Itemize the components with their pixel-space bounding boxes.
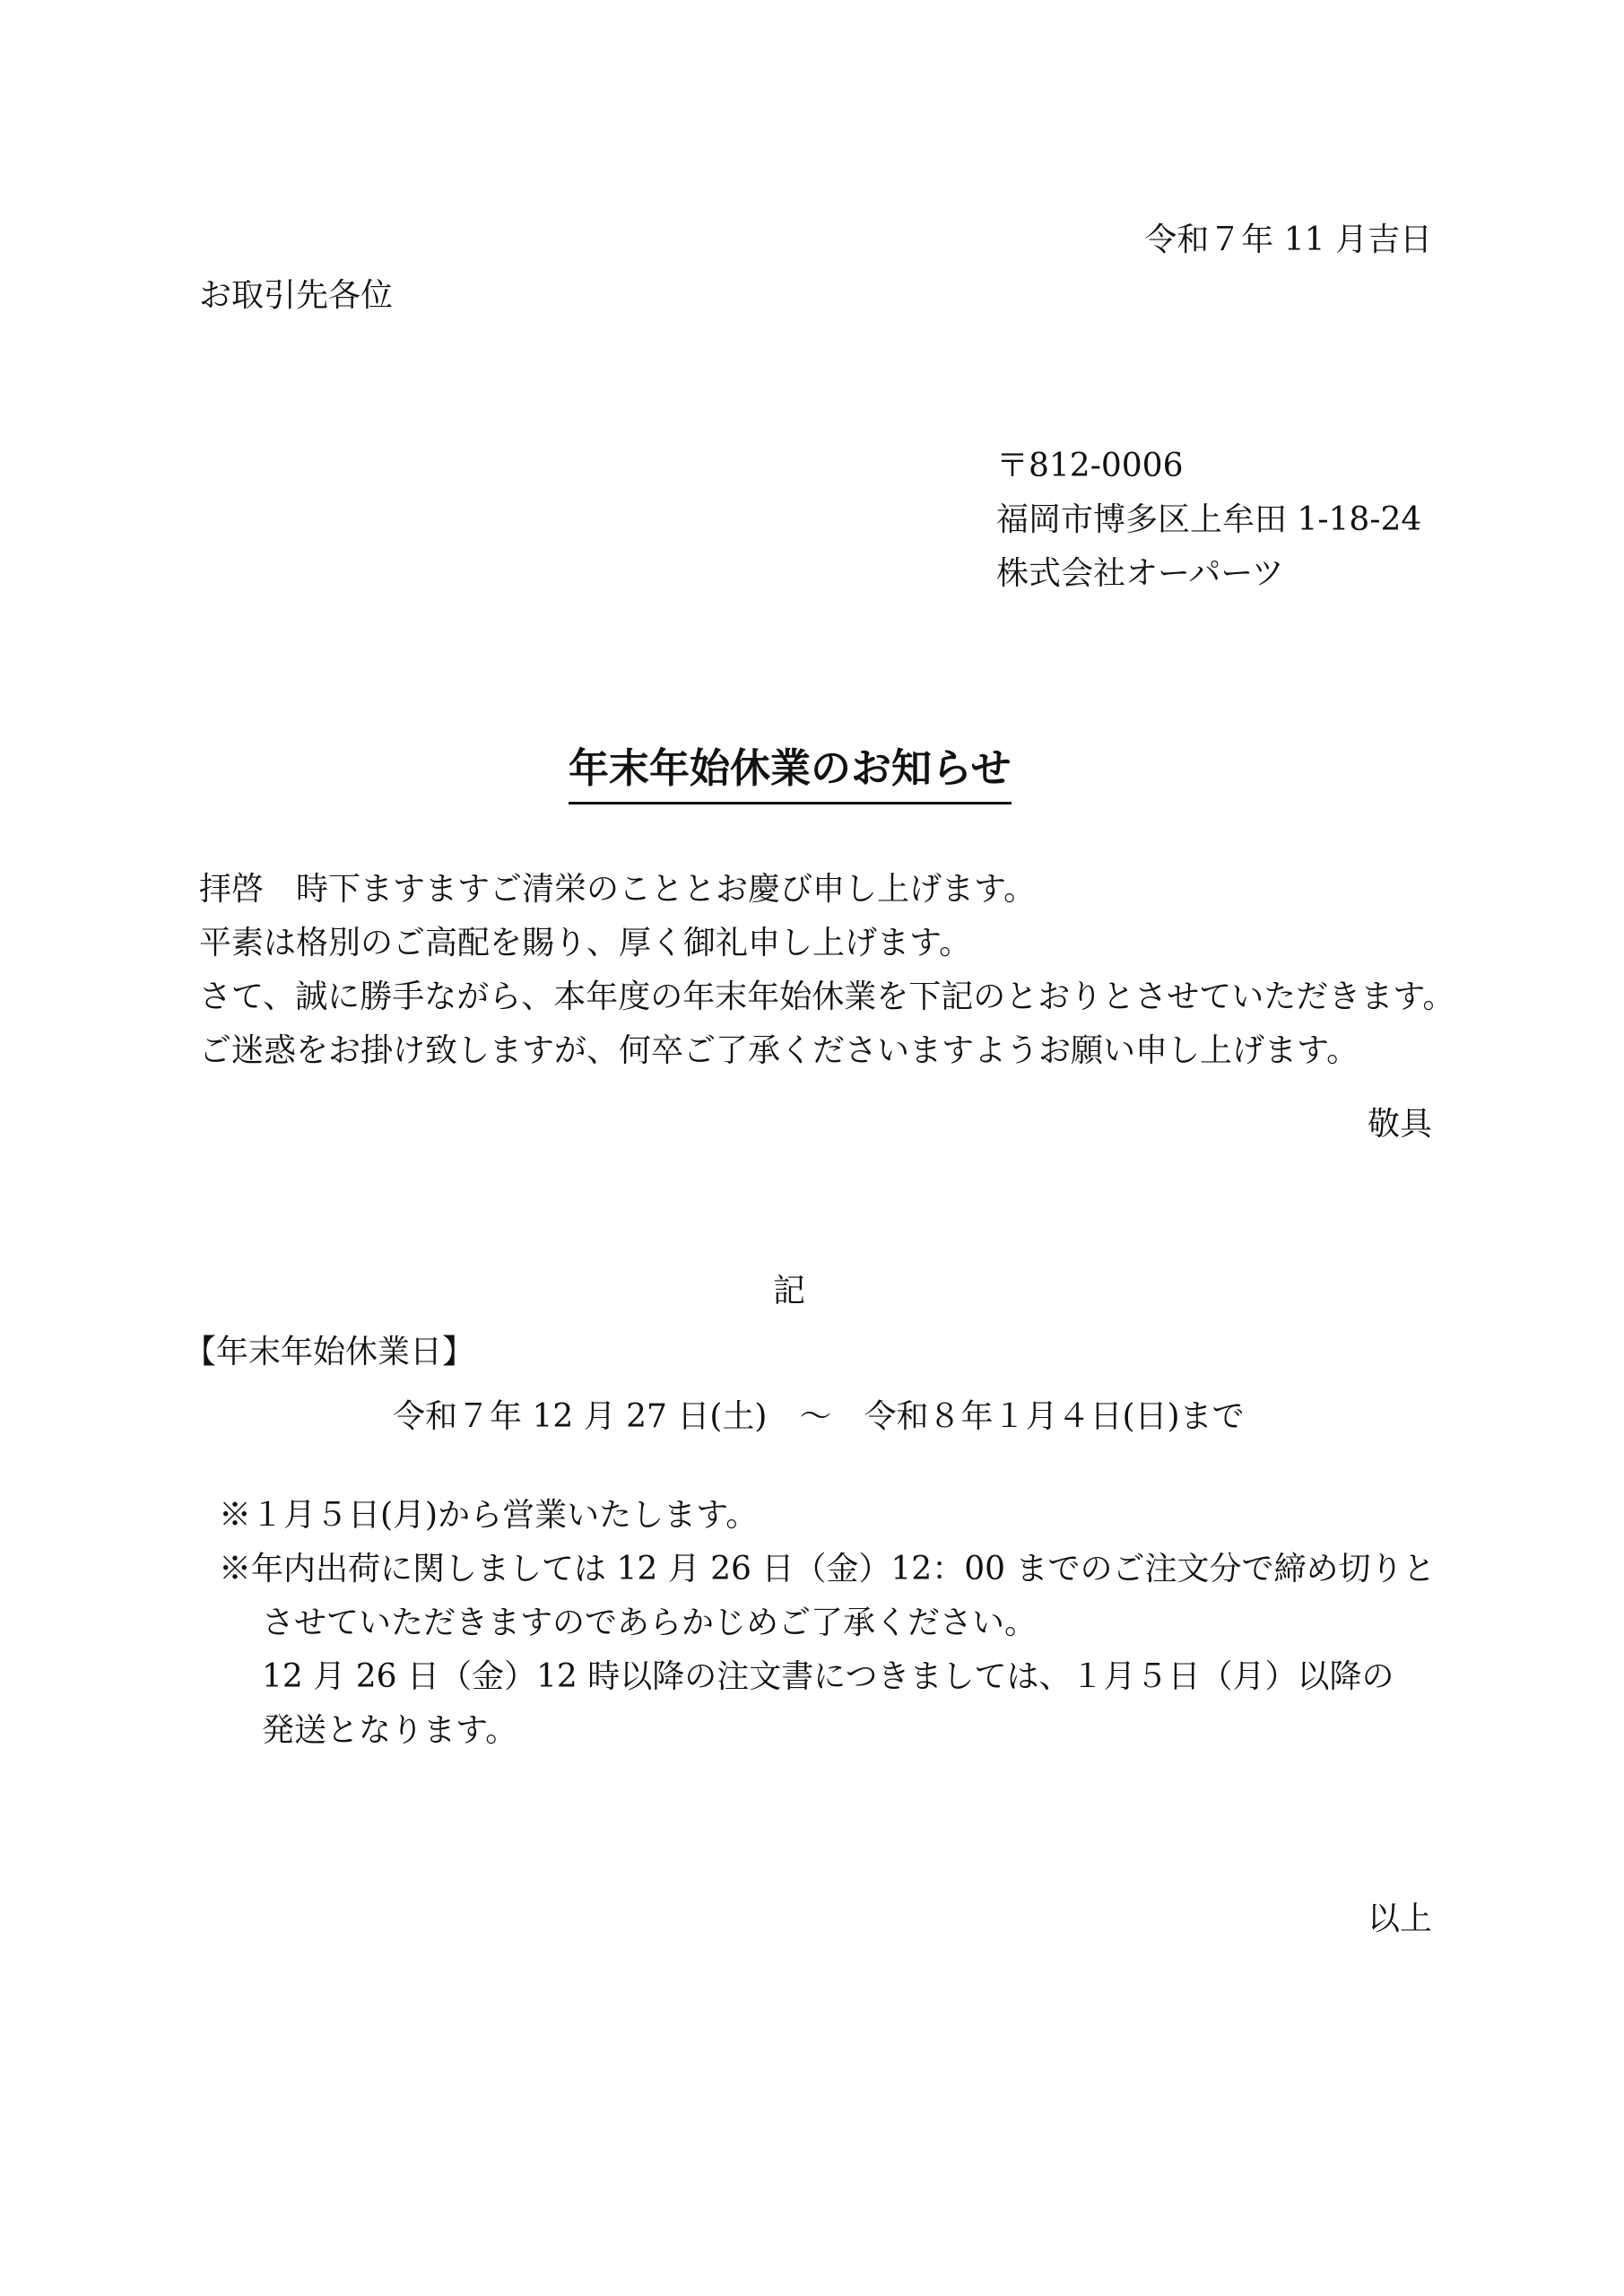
- letter-body: [199, 863, 1455, 1078]
- recipient-line: お取引先各位: [199, 277, 394, 314]
- body-line: 平素は格別のご高配を賜り、厚く御礼申し上げます。: [199, 925, 972, 961]
- body-line: 拝啓 時下ますますご清栄のこととお慶び申し上げます。: [199, 871, 1037, 908]
- holiday-period: 令和７年 12 月 27 日(土) ～ 令和８年１月４日(日)まで: [393, 1398, 1245, 1435]
- ending-ijou: 以上: [1367, 1900, 1432, 1937]
- note-line: ※１月５日(月)から営業いたします。: [219, 1497, 759, 1534]
- note-line: 12 月 26 日（金）12 時以降の注文書につきましては、１月５日（月）以降の: [262, 1658, 1394, 1695]
- note-line: ※年内出荷に関しましては 12 月 26 日（金）12：00 までのご注文分で締め切りと: [219, 1551, 1436, 1587]
- body-line: さて、誠に勝手ながら、本年度の年末年始休業を下記のとおりとさせていただきます。: [199, 978, 1455, 1015]
- ki-heading: 記: [773, 1273, 806, 1309]
- letter-date: 令和７年 11 月吉日: [1144, 222, 1432, 258]
- sender-company: 株式会社オーパーツ: [996, 555, 1284, 592]
- sender-block: [996, 439, 1421, 601]
- note-line: 発送となります。: [262, 1712, 518, 1749]
- notice-title: 年末年始休業のお知らせ: [569, 744, 1012, 804]
- closing-keigu: 敬具: [1367, 1106, 1432, 1143]
- sender-postal-code: 〒812-0006: [996, 448, 1184, 484]
- holiday-heading: 【年末年始休業日】: [184, 1334, 475, 1370]
- sender-address: 福岡市博多区上牟田 1-18-24: [996, 501, 1422, 538]
- notes-list: [219, 1489, 1435, 1758]
- body-line: ご迷惑をお掛け致しますが、何卒ご了承くださいますようお願い申し上げます。: [199, 1032, 1359, 1069]
- note-line: させていただきますのであらかじめご了承ください。: [262, 1605, 1038, 1641]
